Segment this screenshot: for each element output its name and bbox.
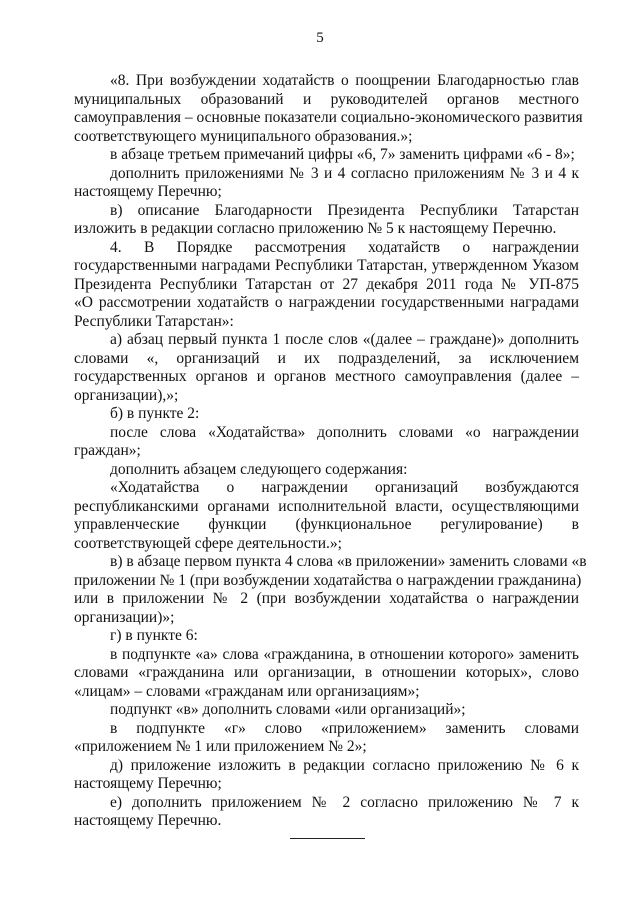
text-line: а) абзац первый пункта 1 после слов «(далее – граждане)» дополнить xyxy=(110,331,579,348)
text-line: б) в пункте 2: xyxy=(110,405,200,422)
text-line: настоящему Перечню; xyxy=(74,183,222,200)
text-line: Президента Республики Татарстан от 27 декабря 2011 года № УП-875 xyxy=(74,275,579,293)
text-line: в) описание Благодарности Президента Республики Татарстан xyxy=(110,201,579,219)
text-line: граждан»; xyxy=(74,442,141,459)
text-line: дополнить приложениями № 3 и 4 согласно приложениям № 3 и 4 к xyxy=(110,164,579,182)
text-line: после слова «Ходатайства» дополнить словами «о награждении xyxy=(110,423,579,441)
text-line: в подпункте «г» слово «приложением» заменить словами xyxy=(110,719,579,737)
text-line: в подпункте «а» слова «гражданина, в отношении которого» заменить xyxy=(110,645,579,663)
text-line: словами «гражданина или организации, в отношении которых», слово xyxy=(74,664,579,681)
end-separator-line xyxy=(290,838,365,839)
document-body xyxy=(74,72,587,831)
text-line: д) приложение изложить в редакции согласно приложению № 6 к xyxy=(110,756,579,774)
text-line: подпункт «в» дополнить словами «или организаций»; xyxy=(110,701,466,718)
text-line: «лицам» – словами «гражданам или организациям»; xyxy=(74,682,420,700)
text-line: «Ходатайства о награждении организаций возбуждаются xyxy=(110,479,579,496)
text-line: дополнить абзацем следующего содержания: xyxy=(110,460,408,478)
text-line: в абзаце третьем примечаний цифры «6, 7» заменить цифрами «6 - 8»; xyxy=(110,146,575,163)
text-line: приложении № 1 (при возбуждении ходатайства о награждении гражданина) xyxy=(74,571,582,589)
text-line: организации),»; xyxy=(74,386,179,404)
text-line: самоуправления – основные показатели социально-экономического развития xyxy=(74,109,583,126)
text-line: изложить в редакции согласно приложению № 5 к настоящему Перечню. xyxy=(74,220,557,237)
text-line: государственными наградами Республики Татарстан, утвержденном Указом xyxy=(74,257,579,274)
text-line: е) дополнить приложением № 2 согласно приложению № 7 к xyxy=(110,793,579,811)
text-line: управленческие функции (функциональное регулирование) в xyxy=(74,516,579,533)
text-line: соответствующей сфере деятельности.»; xyxy=(74,534,342,552)
text-line: г) в пункте 6: xyxy=(110,627,198,644)
text-line: республиканскими органами исполнительной власти, осуществляющими xyxy=(74,497,579,515)
text-line: «8. При возбуждении ходатайств о поощрении Благодарностью глав xyxy=(110,72,579,89)
text-line: муниципальных образований и руководителей органов местного xyxy=(74,90,579,108)
text-line: соответствующего муниципального образования.»; xyxy=(74,127,413,145)
text-line: 4. В Порядке рассмотрения ходатайств о награждении xyxy=(110,238,579,256)
text-line: или в приложении № 2 (при возбуждении ходатайства о награждении xyxy=(74,590,579,607)
text-line: «приложением № 1 или приложением № 2»; xyxy=(74,738,367,755)
text-line: настоящему Перечню. xyxy=(74,812,222,829)
text-line: Республики Татарстан»: xyxy=(74,312,234,330)
text-line: государственных органов и органов местного самоуправления (далее – xyxy=(74,368,579,385)
text-line: настоящему Перечню; xyxy=(74,775,222,792)
text-line: «О рассмотрении ходатайств о награждении государственными наградами xyxy=(74,294,579,311)
text-line: организации)»; xyxy=(74,608,175,626)
text-line: словами «, организаций и их подразделений, за исключением xyxy=(74,349,579,367)
page-number: 5 xyxy=(316,30,324,46)
text-line: в) в абзаце первом пункта 4 слова «в приложении» заменить словами «в xyxy=(110,553,587,570)
